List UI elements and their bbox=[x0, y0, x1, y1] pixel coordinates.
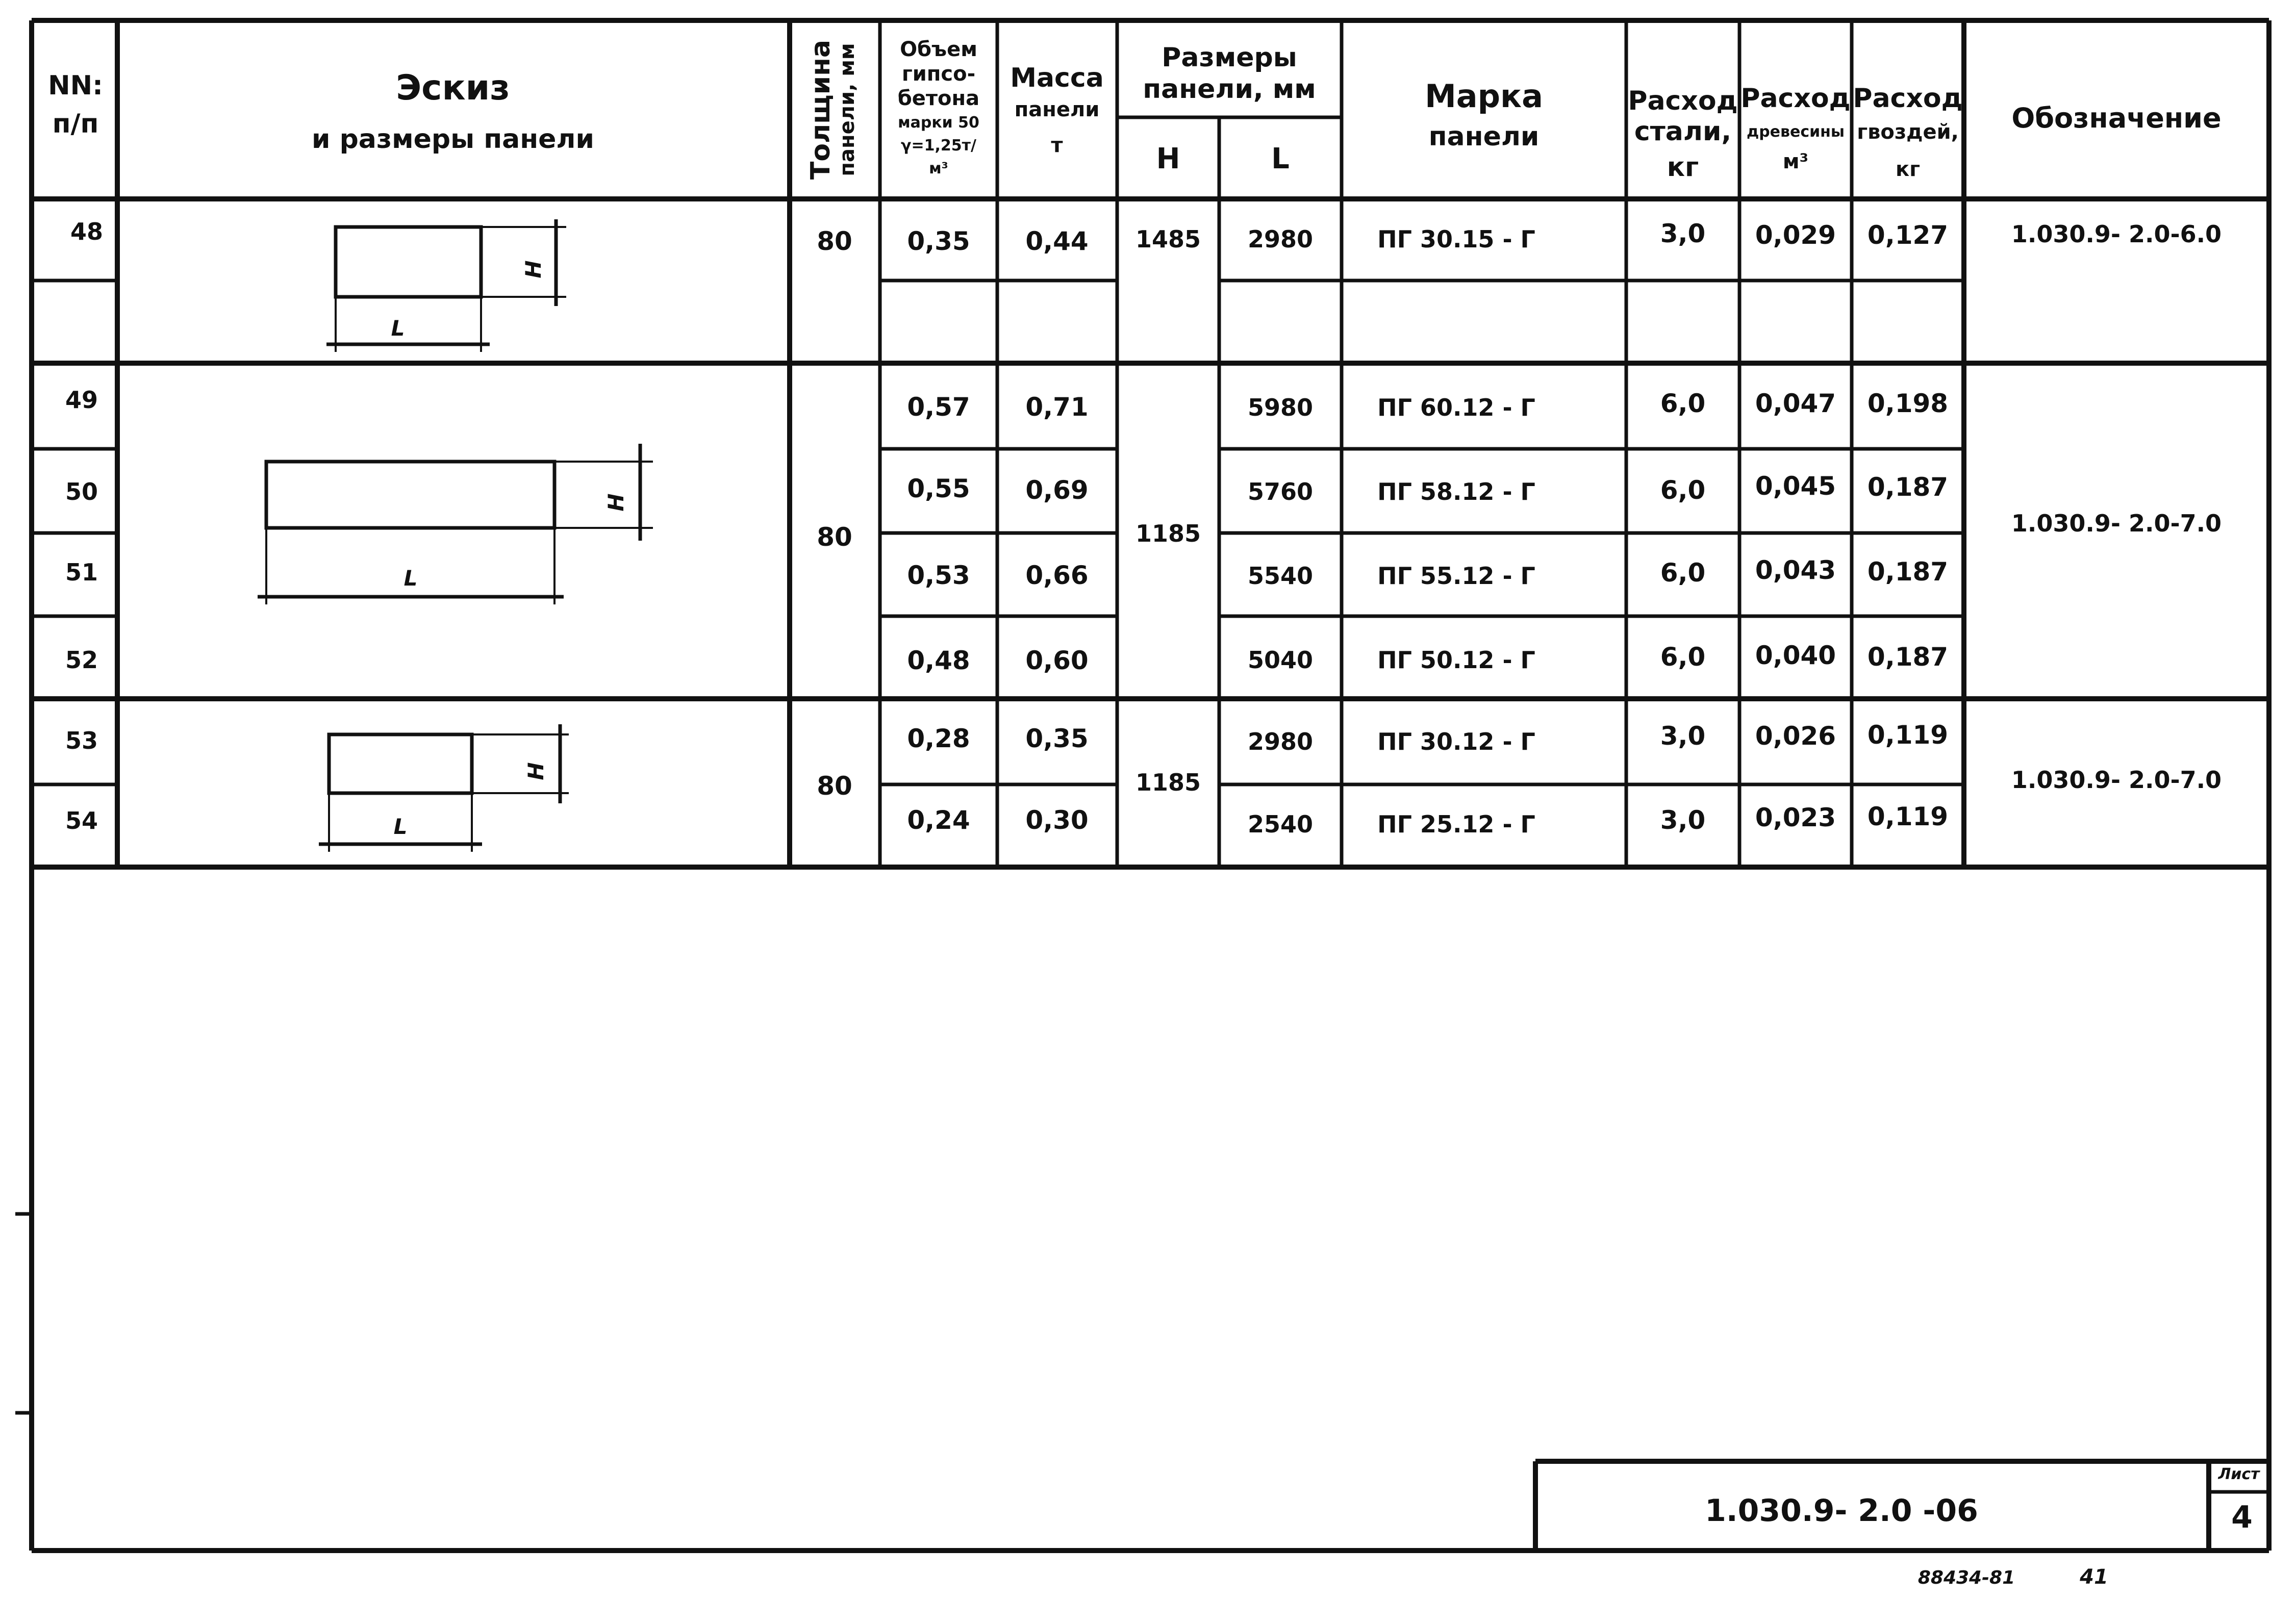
header-volume-3: бетона bbox=[897, 87, 980, 110]
row-mass: 0,69 bbox=[1025, 475, 1089, 505]
row-mass: 0,60 bbox=[1025, 646, 1089, 675]
header-nails-3: кг bbox=[1895, 158, 1921, 181]
row-num: 48 bbox=[70, 218, 104, 245]
header-sketch-2: и размеры панели bbox=[312, 124, 594, 155]
row-mark: ПГ 58.12 - Г bbox=[1377, 478, 1535, 505]
row-steel: 3,0 bbox=[1660, 805, 1706, 835]
group-1-h: 1485 bbox=[1135, 225, 1201, 253]
sketch-53-l-label: L bbox=[393, 814, 408, 839]
header-mass-3: т bbox=[1051, 134, 1063, 157]
table-row-53 bbox=[65, 720, 1948, 755]
row-mark: ПГ 30.12 - Г bbox=[1377, 728, 1535, 755]
footer-stamp-num: 41 bbox=[2080, 1565, 2108, 1589]
row-volume: 0,48 bbox=[907, 646, 970, 675]
group-3-designation: 1.030.9- 2.0-7.0 bbox=[2011, 766, 2222, 794]
header-dim-h: H bbox=[1156, 142, 1180, 175]
row-length: 2980 bbox=[1247, 225, 1314, 253]
row-length: 2540 bbox=[1247, 810, 1314, 838]
row-nails: 0,198 bbox=[1867, 389, 1949, 418]
group-1-designation: 1.030.9- 2.0-6.0 bbox=[2011, 220, 2222, 248]
row-num: 51 bbox=[65, 559, 98, 586]
header-dims-2: панели, мм bbox=[1143, 74, 1316, 105]
row-volume: 0,24 bbox=[907, 805, 970, 835]
header-volume-1: Объем bbox=[900, 38, 977, 61]
row-nails: 0,187 bbox=[1867, 557, 1949, 587]
header-num-1: NN: bbox=[48, 70, 103, 101]
group-3-thickness: 80 bbox=[817, 771, 852, 801]
header-thickness-1: Толщина bbox=[805, 39, 836, 180]
sketch-49-l-label: L bbox=[403, 566, 418, 591]
row-length: 5760 bbox=[1247, 478, 1314, 505]
group-2-h: 1185 bbox=[1135, 520, 1201, 547]
group-2-thickness: 80 bbox=[817, 522, 852, 552]
sketch-panel-53-54 bbox=[319, 724, 569, 852]
header-dim-l: L bbox=[1271, 142, 1290, 175]
row-mass: 0,44 bbox=[1025, 226, 1089, 256]
header-steel-1: Расход bbox=[1628, 86, 1738, 116]
sketch-48-h-label: H bbox=[521, 260, 546, 278]
row-mass: 0,35 bbox=[1025, 724, 1089, 753]
row-volume: 0,28 bbox=[907, 724, 970, 753]
table-header bbox=[48, 38, 2222, 183]
header-designation: Обозначение bbox=[2011, 102, 2222, 134]
footer-stamp bbox=[1918, 1565, 2108, 1589]
group-1-thickness: 80 bbox=[817, 226, 852, 256]
row-steel: 6,0 bbox=[1660, 389, 1706, 418]
row-nails: 0,127 bbox=[1867, 220, 1949, 250]
table-row-49 bbox=[65, 386, 1948, 422]
row-length: 2980 bbox=[1247, 728, 1314, 755]
group-cells bbox=[817, 220, 2222, 801]
header-mass-2: панели bbox=[1014, 98, 1100, 121]
row-steel: 6,0 bbox=[1660, 558, 1706, 588]
row-wood: 0,029 bbox=[1755, 220, 1836, 250]
sketch-53-h-label: H bbox=[523, 762, 548, 780]
row-volume: 0,35 bbox=[907, 226, 970, 256]
header-mark-1: Марка bbox=[1425, 78, 1543, 115]
row-steel: 3,0 bbox=[1660, 219, 1706, 248]
row-mark: ПГ 50.12 - Г bbox=[1377, 646, 1535, 674]
row-steel: 6,0 bbox=[1660, 475, 1706, 505]
footer-stamp-code: 88434-81 bbox=[1917, 1567, 2015, 1588]
row-wood: 0,043 bbox=[1755, 555, 1836, 585]
row-num: 53 bbox=[65, 727, 98, 754]
row-mass: 0,71 bbox=[1025, 392, 1089, 422]
row-volume: 0,53 bbox=[907, 561, 970, 590]
title-block-sheet-label: Лист bbox=[2218, 1465, 2260, 1483]
row-num: 52 bbox=[65, 646, 98, 674]
row-wood: 0,026 bbox=[1755, 721, 1836, 751]
header-sketch-1: Эскиз bbox=[396, 68, 510, 108]
table-row-50 bbox=[65, 471, 1948, 505]
sketch-panel-48 bbox=[326, 219, 566, 352]
header-steel-3: кг bbox=[1667, 152, 1699, 183]
header-nails-2: гвоздей, bbox=[1857, 120, 1959, 144]
sketch-49-h-label: H bbox=[603, 493, 628, 512]
row-length: 5040 bbox=[1247, 646, 1314, 674]
row-mark: ПГ 30.15 - Г bbox=[1377, 225, 1535, 253]
row-volume: 0,55 bbox=[907, 474, 970, 503]
header-wood-1: Расход bbox=[1740, 83, 1851, 114]
header-thickness bbox=[805, 40, 859, 180]
header-wood-3: м³ bbox=[1782, 150, 1809, 173]
header-steel-2: стали, bbox=[1634, 116, 1732, 147]
row-nails: 0,187 bbox=[1867, 642, 1949, 672]
row-length: 5540 bbox=[1247, 562, 1314, 590]
title-block-sheet-num: 4 bbox=[2231, 1500, 2253, 1535]
row-num: 50 bbox=[65, 478, 98, 505]
title-block bbox=[1535, 1461, 2269, 1551]
header-volume-4: марки 50 bbox=[898, 114, 979, 132]
group-2-designation: 1.030.9- 2.0-7.0 bbox=[2011, 510, 2222, 537]
header-volume-5: γ=1,25т/ bbox=[901, 137, 976, 155]
row-mark: ПГ 60.12 - Г bbox=[1377, 394, 1535, 421]
table-row-48 bbox=[70, 218, 1948, 256]
header-nails-1: Расход bbox=[1853, 83, 1963, 114]
header-volume-6: м³ bbox=[929, 160, 948, 177]
sketch-panel-49-52 bbox=[258, 444, 653, 604]
group-3-h: 1185 bbox=[1135, 769, 1201, 796]
row-num: 49 bbox=[65, 386, 98, 414]
row-mass: 0,66 bbox=[1025, 561, 1089, 590]
row-wood: 0,040 bbox=[1755, 641, 1836, 670]
header-volume-2: гипсо- bbox=[901, 62, 976, 86]
row-nails: 0,119 bbox=[1867, 802, 1949, 831]
row-mass: 0,30 bbox=[1025, 805, 1089, 835]
row-mark: ПГ 55.12 - Г bbox=[1377, 562, 1535, 590]
row-wood: 0,045 bbox=[1755, 471, 1836, 501]
header-dims-1: Размеры bbox=[1162, 42, 1297, 73]
row-volume: 0,57 bbox=[907, 392, 970, 422]
header-wood-2: древесины bbox=[1746, 123, 1845, 141]
row-num: 54 bbox=[65, 807, 98, 834]
row-steel: 6,0 bbox=[1660, 642, 1706, 672]
table-row-54 bbox=[65, 802, 1948, 838]
header-thickness-2: панели, мм bbox=[836, 43, 859, 176]
header-mass-1: Масса bbox=[1010, 63, 1104, 93]
row-wood: 0,023 bbox=[1755, 803, 1836, 832]
row-nails: 0,187 bbox=[1867, 472, 1949, 502]
row-mark: ПГ 25.12 - Г bbox=[1377, 810, 1535, 838]
row-steel: 3,0 bbox=[1660, 721, 1706, 751]
header-mark-2: панели bbox=[1428, 121, 1540, 152]
table-row-51 bbox=[65, 555, 1948, 590]
row-nails: 0,119 bbox=[1867, 720, 1949, 750]
row-wood: 0,047 bbox=[1755, 389, 1836, 418]
header-num-2: п/п bbox=[52, 109, 99, 139]
table-row-52 bbox=[65, 641, 1948, 675]
title-block-code: 1.030.9- 2.0 -06 bbox=[1705, 1493, 1978, 1529]
row-length: 5980 bbox=[1247, 394, 1314, 421]
sketch-48-l-label: L bbox=[391, 316, 405, 341]
